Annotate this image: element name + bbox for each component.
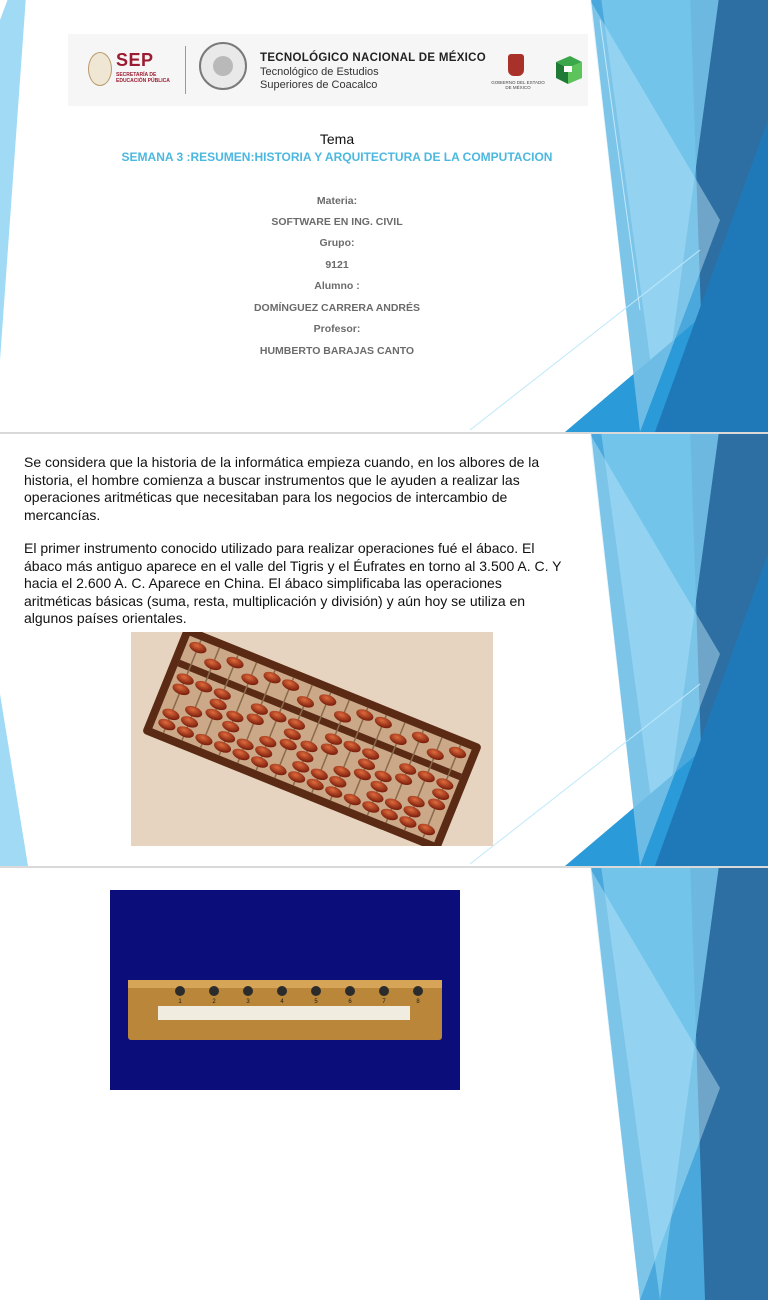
grupo-label: Grupo: xyxy=(319,237,355,249)
dial-digit: 3 xyxy=(246,999,250,1005)
dial-knob-icon xyxy=(413,986,423,996)
dial-knob-icon xyxy=(175,986,185,996)
profesor-label: Profesor: xyxy=(313,323,361,335)
alumno-label: Alumno : xyxy=(314,280,360,292)
campus-name-line1: Tecnológico de Estudios xyxy=(260,66,379,78)
campus-name-line2: Superiores de Coacalco xyxy=(260,79,378,91)
dial-knob-icon xyxy=(209,986,219,996)
dial-digit: 2 xyxy=(212,999,216,1005)
sep-emblem-icon xyxy=(88,52,112,86)
grupo-value: 9121 xyxy=(325,259,349,271)
dial-knob-icon xyxy=(311,986,321,996)
slide-title-text: SEMANA 3 :RESUMEN:HISTORIA Y ARQUITECTURA DE LA COMPUTACION xyxy=(121,150,553,164)
profesor-value: HUMBERTO BARAJAS CANTO xyxy=(259,345,415,357)
dial-digit: 8 xyxy=(416,999,420,1005)
sep-subtitle: SECRETARÍA DE EDUCACIÓN PÚBLICA xyxy=(116,72,170,84)
logo-divider xyxy=(185,46,186,94)
dial-knob-icon xyxy=(379,986,389,996)
slide-calculator xyxy=(0,868,768,1300)
state-caption: GOBIERNO DEL ESTADO DE MÉXICO xyxy=(491,80,545,90)
dial-digit: 7 xyxy=(382,999,386,1005)
national-seal-icon xyxy=(199,42,247,90)
logo-banner xyxy=(68,34,588,106)
abacus-image xyxy=(131,632,493,846)
tema-label: Tema xyxy=(319,131,355,147)
slide-abacus xyxy=(0,434,768,866)
sep-wordmark: SEP xyxy=(116,50,154,70)
calculator-image xyxy=(110,890,460,1090)
paragraph-history: Se considera que la historia de la informática empieza cuando, en los albores de la historia, el hombre comienza a buscar instrumentos que le ayuden a realizar las operaciones aritméticas que necesitaban para los negocios de intercambio de mercancías. xyxy=(24,454,540,523)
dial-knob-icon xyxy=(243,986,253,996)
paragraph-abacus: El primer instrumento conocido utilizado para realizar operaciones fué el ábaco. El ábaco más antiguo aparece en el valle del Tigris y el Éufrates en torno al 3.500 A. C. Y hacia el 2.600 A. C. Aparece en China. El ábaco simplificaba las operaciones aritméticas básicas (suma, resta, multiplicación y división) y aún hoy se utiliza en algunos países orientales. xyxy=(24,540,562,626)
materia-label: Materia: xyxy=(316,195,358,207)
institution-name: TECNOLÓGICO NACIONAL DE MÉXICO xyxy=(260,52,487,64)
dial-digit: 6 xyxy=(348,999,352,1005)
dial-knob-icon xyxy=(345,986,355,996)
dial-knob-icon xyxy=(277,986,287,996)
materia-value: SOFTWARE EN ING. CIVIL xyxy=(271,216,403,228)
alumno-value: DOMÍNGUEZ CARRERA ANDRÉS xyxy=(253,302,421,314)
state-shield-icon xyxy=(508,54,524,76)
tese-logo-icon xyxy=(552,54,586,88)
abacus-illustration xyxy=(131,632,493,846)
calculator-illustration xyxy=(110,890,460,1090)
dial-digit: 1 xyxy=(178,999,182,1005)
dial-digit: 5 xyxy=(314,999,318,1005)
slide-title xyxy=(0,0,768,432)
dial-digit: 4 xyxy=(280,999,284,1005)
